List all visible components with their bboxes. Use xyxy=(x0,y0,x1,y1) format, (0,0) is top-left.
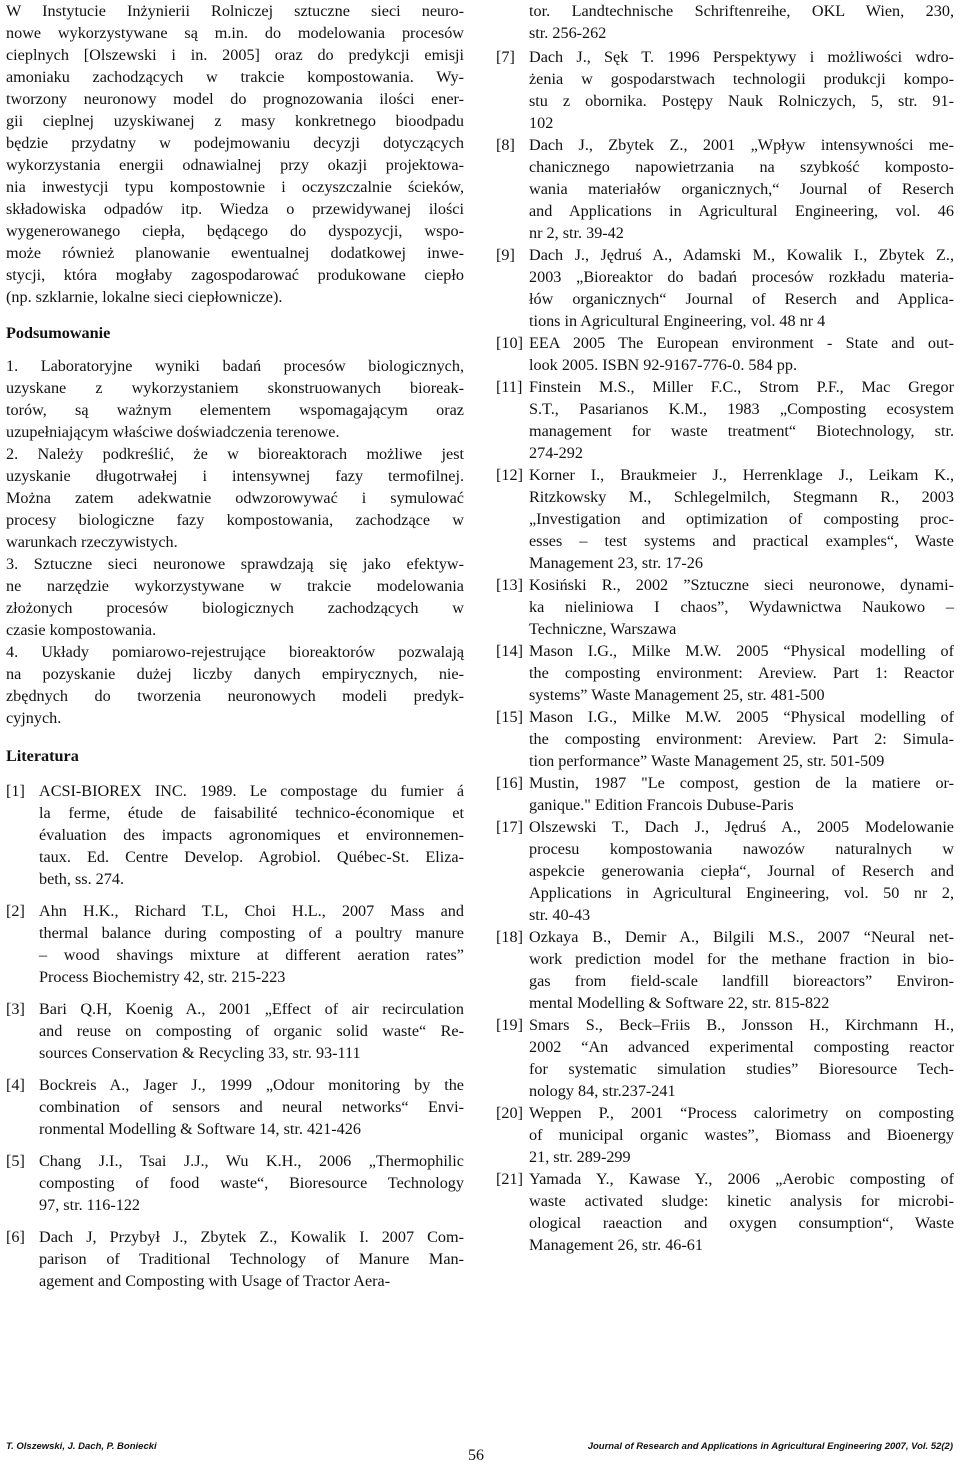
summary-line: torów, są ważnym elementem wspomagającym oraz xyxy=(6,401,464,419)
summary-line: 3. Sztuczne sieci neuronowe sprawdzają się jako efektyw- xyxy=(6,555,464,573)
reference-number: [1] xyxy=(6,782,25,800)
reference-text: évaluation des impacts agronomiques et environnemen- xyxy=(39,826,464,844)
reference-text: tions in Agricultural Engineering, vol. 48 nr 4 xyxy=(529,312,826,330)
body-line: stycji, która mogłaby zagospodarować produkowane ciepło xyxy=(6,266,464,284)
reference-text: agement and Composting with Usage of Tractor Aera- xyxy=(39,1272,391,1290)
reference-line: tor. Landtechnische Schriftenreihe, OKL Wien, 230, xyxy=(529,2,954,20)
summary-line: uzyskane z wykorzystaniem skonstruowanych bioreak- xyxy=(6,379,464,397)
reference-line xyxy=(496,266,954,288)
reference-item xyxy=(496,1168,954,1256)
footer-authors: T. Olszewski, J. Dach, P. Boniecki xyxy=(6,1441,157,1452)
summary-line: procesy biologiczne fazy kompostowania, zachodzące w xyxy=(6,511,464,529)
reference-item xyxy=(496,772,954,816)
body-line: nia inwestycji typu kompostownie i oczyszczalnie ścieków, xyxy=(6,178,464,196)
body-paragraph xyxy=(6,0,464,308)
page-number: 56 xyxy=(468,1447,484,1464)
reference-line xyxy=(496,1058,954,1080)
reference-line xyxy=(496,398,954,420)
reference-number: [7] xyxy=(496,48,515,66)
reference-text: aspekcie generowania ciepła“, Journal of Reserch and xyxy=(529,862,954,880)
summary-line: 2. Należy podkreślić, że w bioreaktorach możliwe jest xyxy=(6,445,464,463)
reference-line xyxy=(6,780,464,802)
reference-number: [3] xyxy=(6,1000,25,1018)
reference-line xyxy=(496,68,954,90)
reference-number: [16] xyxy=(496,774,523,792)
summary-point xyxy=(6,641,464,729)
reference-line xyxy=(6,1194,464,1216)
reference-line xyxy=(496,244,954,266)
reference-line xyxy=(496,860,954,882)
reference-text: composting of food waste“, Bioresource Technology xyxy=(39,1174,464,1192)
reference-item xyxy=(6,780,464,890)
reference-text: Applications in Agricultural Engineering, vol. 50 nr 2, xyxy=(529,884,954,902)
reference-line xyxy=(6,998,464,1020)
reference-number: [19] xyxy=(496,1016,523,1034)
summary-line: warunkach rzeczywistych. xyxy=(6,533,178,551)
reference-line xyxy=(6,1270,464,1292)
reference-line xyxy=(6,922,464,944)
reference-line xyxy=(496,1014,954,1036)
reference-item xyxy=(496,332,954,376)
reference-text: mental Modelling & Software 22, str. 815-822 xyxy=(529,994,830,1012)
body-line: może również planowanie ewentualnej dodatkowej inwe- xyxy=(6,244,464,262)
reference-text: Techniczne, Warszawa xyxy=(529,620,677,638)
reference-line xyxy=(496,420,954,442)
reference-line xyxy=(496,706,954,728)
reference-text: ological raeaction and oxygen consumption“, Waste xyxy=(529,1214,954,1232)
reference-text: EEA 2005 The European environment - State and out- xyxy=(529,334,954,352)
reference-line xyxy=(6,1248,464,1270)
reference-line xyxy=(496,134,954,156)
reference-text: Dach J., Zbytek Z., 2001 „Wpływ intensywności me- xyxy=(529,136,954,154)
body-line: gii cieplnej uzyskiwanej z masy konkretnego bioodpadu xyxy=(6,112,464,130)
reference-line xyxy=(6,1074,464,1096)
reference-text: stu z obornika. Postępy Nauk Rolniczych, 5, str. 91- xyxy=(529,92,954,110)
reference-line xyxy=(6,1150,464,1172)
reference-text: żenia w gospodarstwach technologii produkcji kompo- xyxy=(529,70,954,88)
reference-text: Weppen P., 2001 “Process calorimetry on composting xyxy=(529,1104,954,1122)
reference-text: the composting environment: Areview. Part 1: Reactor xyxy=(529,664,954,682)
reference-text: look 2005. ISBN 92-9167-776-0. 584 pp. xyxy=(529,356,797,374)
reference-line xyxy=(496,332,954,354)
reference-line xyxy=(496,684,954,706)
reference-text: Chang J.I., Tsai J.J., Wu K.H., 2006 „Thermophilic xyxy=(39,1152,464,1170)
reference-line xyxy=(496,1036,954,1058)
summary-line: cyjnych. xyxy=(6,709,62,727)
reference-line xyxy=(496,508,954,530)
reference-text: 274-292 xyxy=(529,444,583,462)
reference-line xyxy=(6,1172,464,1194)
body-line: wygenerowanego ciepła, będącego do dyspozycji, wspo- xyxy=(6,222,464,240)
reference-item xyxy=(496,134,954,244)
reference-text: thermal balance during composting of a poultry manure xyxy=(39,924,464,942)
reference-text: Dach J., Sęk T. 1996 Perspektywy i możliwości wdro- xyxy=(529,48,954,66)
reference-text: 97, str. 116-122 xyxy=(39,1196,141,1214)
reference-line xyxy=(6,966,464,988)
reference-line xyxy=(496,1168,954,1190)
reference-line xyxy=(6,846,464,868)
summary-line: zbędnych do tworzenia neuronowych modeli predyk- xyxy=(6,687,464,705)
reference-text: the composting environment: Areview. Part 2: Simula- xyxy=(529,730,954,748)
reference-line: str. 256-262 xyxy=(529,24,607,42)
reference-line xyxy=(496,794,954,816)
summary-line: na pozyskanie dużej liczby danych empirycznych, nie- xyxy=(6,665,464,683)
body-line: składowiska odpadów itp. Wiedza o przewidywanej ilości xyxy=(6,200,464,218)
reference-line xyxy=(496,816,954,838)
summary-line: uzyskanie długotrwałej i intensywnej fazy termofilnej. xyxy=(6,467,464,485)
reference-number: [5] xyxy=(6,1152,25,1170)
summary-line: czasie kompostowania. xyxy=(6,621,157,639)
reference-line xyxy=(496,90,954,112)
reference-text: sources Conservation & Recycling 33, str. 93-111 xyxy=(39,1044,361,1062)
reference-text: of municipal organic wastes”, Biomass and Bioenergy xyxy=(529,1126,954,1144)
reference-number: [17] xyxy=(496,818,523,836)
reference-text: Process Biochemistry 42, str. 215-223 xyxy=(39,968,286,986)
reference-text: 21, str. 289-299 xyxy=(529,1148,631,1166)
reference-line xyxy=(496,948,954,970)
reference-number: [10] xyxy=(496,334,523,352)
reference-line xyxy=(496,596,954,618)
reference-text: nr 2, str. 39-42 xyxy=(529,224,624,242)
reference-text: Bari Q.H, Koenig A., 2001 „Effect of air recirculation xyxy=(39,1000,464,1018)
reference-item xyxy=(6,998,464,1064)
reference-text: Olszewski T., Dach J., Jędruś A., 2005 Modelowanie xyxy=(529,818,954,836)
reference-text: tion performance” Waste Management 25, str. 501-509 xyxy=(529,752,885,770)
summary-line: ne narzędzie wykorzystywane w trakcie modelowania xyxy=(6,577,464,595)
reference-number: [9] xyxy=(496,246,515,264)
reference-text: gas from field-scale landfill bioreactors” Environ- xyxy=(529,972,954,990)
reference-text: Mustin, 1987 "Le compost, gestion de la matiere or- xyxy=(529,774,954,792)
reference-text: S.T., Pasarianos K.M., 1983 „Composting ecosystem xyxy=(529,400,954,418)
reference-number: [13] xyxy=(496,576,523,594)
reference-line xyxy=(496,618,954,640)
reference-item xyxy=(496,706,954,772)
reference-text: ganique." Edition Francois Dubuse-Paris xyxy=(529,796,794,814)
reference-text: and reuse on composting of organic solid waste“ Re- xyxy=(39,1022,464,1040)
reference-line xyxy=(496,1212,954,1234)
reference-line xyxy=(496,1146,954,1168)
body-line: W Instytucie Inżynierii Rolniczej sztuczne sieci neuro- xyxy=(6,2,464,20)
reference-item xyxy=(496,1102,954,1168)
reference-line xyxy=(496,46,954,68)
reference-continuation xyxy=(496,0,954,44)
reference-line xyxy=(6,1118,464,1140)
reference-text: Ozkaya B., Demir A., Bilgili M.S., 2007 “Neural net- xyxy=(529,928,954,946)
reference-line xyxy=(496,552,954,574)
footer-journal: Journal of Research and Applications in Agricultural Engineering 2007, Vol. 52(2) xyxy=(587,1441,953,1452)
summary-heading: Podsumowanie xyxy=(6,324,111,342)
body-line: (np. szklarnie, lokalne sieci ciepłownicze). xyxy=(6,288,283,306)
reference-text: work prediction model for the methane fraction in bio- xyxy=(529,950,954,968)
reference-number: [6] xyxy=(6,1228,25,1246)
reference-text: Yamada Y., Kawase Y., 2006 „Aerobic composting of xyxy=(529,1170,954,1188)
reference-text: Korner I., Braukmeier J., Herrenklage J., Leikam K., xyxy=(529,466,954,484)
reference-number: [14] xyxy=(496,642,523,660)
reference-number: [2] xyxy=(6,902,25,920)
reference-text: Dach J., Jędruś A., Adamski M., Kowalik I., Zbytek Z., xyxy=(529,246,954,264)
reference-line xyxy=(496,178,954,200)
reference-line xyxy=(496,970,954,992)
reference-text: chanicznego napowietrzania na szybkość komposto- xyxy=(529,158,954,176)
reference-line xyxy=(496,1080,954,1102)
reference-line xyxy=(496,574,954,596)
reference-line xyxy=(496,882,954,904)
reference-line xyxy=(496,926,954,948)
reference-line xyxy=(496,1102,954,1124)
reference-line xyxy=(496,1190,954,1212)
summary-point xyxy=(6,443,464,553)
references-list-left xyxy=(6,780,464,1292)
references-heading: Literatura xyxy=(6,747,79,765)
reference-line xyxy=(496,200,954,222)
reference-item xyxy=(496,244,954,332)
reference-line xyxy=(496,772,954,794)
reference-text: ACSI-BIOREX INC. 1989. Le compostage du fumier á xyxy=(39,782,464,800)
body-line: cieplnych [Olszewski i in. 2005] oraz do predykcji emisji xyxy=(6,46,464,64)
reference-line xyxy=(6,868,464,890)
reference-text: systems” Waste Management 25, str. 481-500 xyxy=(529,686,825,704)
reference-text: esses – test systems and practical examples“, Waste xyxy=(529,532,954,550)
body-line: tworzony neuronowy model do prognozowania ilości ener- xyxy=(6,90,464,108)
body-line: nowe wykorzystywane są m.in. do modelowania procesów xyxy=(6,24,464,42)
reference-item xyxy=(6,900,464,988)
reference-text: for systematic simulation studies” Bioresource Tech- xyxy=(529,1060,954,1078)
reference-text: procesu kompostowania nawozów naturalnych w xyxy=(529,840,954,858)
reference-text: parison of Traditional Technology of Manure Man- xyxy=(39,1250,464,1268)
reference-line xyxy=(496,112,954,134)
reference-item xyxy=(496,464,954,574)
reference-line xyxy=(496,486,954,508)
reference-line xyxy=(496,728,954,750)
reference-item xyxy=(496,926,954,1014)
reference-line xyxy=(496,1234,954,1256)
reference-line xyxy=(496,442,954,464)
reference-number: [18] xyxy=(496,928,523,946)
reference-text: 102 xyxy=(529,114,554,132)
reference-line xyxy=(496,464,954,486)
reference-number: [21] xyxy=(496,1170,523,1188)
summary-line: złożonych procesów biologicznych zachodzących w xyxy=(6,599,464,617)
references-list-right xyxy=(496,46,954,1256)
reference-text: la ferme, étude de faisabilité technico-économique et xyxy=(39,804,464,822)
reference-number: [11] xyxy=(496,378,523,396)
reference-number: [20] xyxy=(496,1104,523,1122)
reference-line xyxy=(496,156,954,178)
summary-point xyxy=(6,553,464,641)
reference-text: Management 26, str. 46-61 xyxy=(529,1236,703,1254)
summary-line: Można zatem adekwatnie odwzorowywać i symulować xyxy=(6,489,464,507)
reference-text: ronmental Modelling & Software 14, str. 421-426 xyxy=(39,1120,361,1138)
summary-line: 4. Układy pomiarowo-rejestrujące bioreaktorów pozwalają xyxy=(6,643,464,661)
reference-line xyxy=(6,900,464,922)
reference-item xyxy=(496,574,954,640)
reference-number: [4] xyxy=(6,1076,25,1094)
reference-number: [8] xyxy=(496,136,515,154)
reference-line xyxy=(496,662,954,684)
reference-item xyxy=(496,376,954,464)
reference-line xyxy=(6,1042,464,1064)
reference-text: „Investigation and optimization of composting proc- xyxy=(529,510,954,528)
summary-list xyxy=(6,355,464,729)
reference-text: Smars S., Beck–Friis B., Jonsson H., Kirchmann H., xyxy=(529,1016,954,1034)
reference-number: [12] xyxy=(496,466,523,484)
reference-line xyxy=(496,530,954,552)
reference-text: łów organicznych“ Journal of Reserch and Applica- xyxy=(529,290,954,308)
reference-line xyxy=(496,904,954,926)
reference-line xyxy=(6,1226,464,1248)
reference-line xyxy=(6,944,464,966)
reference-text: taux. Ed. Centre Develop. Agrobiol. Québec-St. Eliza- xyxy=(39,848,464,866)
body-line: amoniaku zachodzących w trakcie kompostowania. Wy- xyxy=(6,68,464,86)
reference-item xyxy=(496,1014,954,1102)
reference-text: 2002 “An advanced experimental composting reactor xyxy=(529,1038,954,1056)
reference-text: Bockreis A., Jager J., 1999 „Odour monitoring by the xyxy=(39,1076,464,1094)
reference-text: waste activated sludge: kinetic analysis for microbi- xyxy=(529,1192,954,1210)
reference-text: str. 40-43 xyxy=(529,906,591,924)
body-line: będzie przydatny w podejmowaniu decyzji dotyczących xyxy=(6,134,464,152)
reference-line xyxy=(496,376,954,398)
reference-line xyxy=(6,802,464,824)
reference-text: wania materiałów organicznych,“ Journal of Reserch xyxy=(529,180,954,198)
reference-text: combination of sensors and neural networks“ Envi- xyxy=(39,1098,464,1116)
reference-text: Kosiński R., 2002 ”Sztuczne sieci neuronowe, dynami- xyxy=(529,576,954,594)
reference-text: and Applications in Agricultural Engineering, vol. 46 xyxy=(529,202,954,220)
reference-item xyxy=(6,1150,464,1216)
left-column xyxy=(6,0,464,1302)
reference-text: beth, ss. 274. xyxy=(39,870,124,888)
reference-item xyxy=(6,1226,464,1292)
reference-text: Mason I.G., Milke M.W. 2005 “Physical modelling of xyxy=(529,642,954,660)
reference-line xyxy=(496,222,954,244)
reference-text: – wood shavings mixture at different aeration rates” xyxy=(39,946,464,964)
reference-text: 2003 „Bioreaktor do badań procesów rozkładu materia- xyxy=(529,268,954,286)
reference-line xyxy=(6,824,464,846)
reference-item xyxy=(496,640,954,706)
reference-line xyxy=(6,1020,464,1042)
reference-line xyxy=(496,288,954,310)
reference-text: Mason I.G., Milke M.W. 2005 “Physical modelling of xyxy=(529,708,954,726)
reference-line xyxy=(496,310,954,332)
reference-line xyxy=(496,1124,954,1146)
reference-line xyxy=(496,838,954,860)
reference-text: Management 23, str. 17-26 xyxy=(529,554,703,572)
reference-line xyxy=(6,1096,464,1118)
reference-text: Finstein M.S., Miller F.C., Strom P.F., Mac Gregor xyxy=(529,378,954,396)
reference-line xyxy=(496,354,954,376)
body-line: wykorzystania energii odnawialnej przy okazji projektowa- xyxy=(6,156,464,174)
reference-text: ka nieliniowa I chaos”, Wydawnictwa Naukowo – xyxy=(529,598,954,616)
right-column xyxy=(496,0,954,1256)
reference-text: management for waste treatment“ Biotechnology, str. xyxy=(529,422,954,440)
reference-line xyxy=(496,640,954,662)
reference-item xyxy=(496,816,954,926)
reference-item xyxy=(6,1074,464,1140)
reference-number: [15] xyxy=(496,708,523,726)
reference-text: Ahn H.K., Richard T.L, Choi H.L., 2007 Mass and xyxy=(39,902,464,920)
summary-point xyxy=(6,355,464,443)
summary-line: uzupełniającym właściwe doświadczenia terenowe. xyxy=(6,423,340,441)
reference-line xyxy=(496,750,954,772)
reference-text: Dach J, Przybył J., Zbytek Z., Kowalik I. 2007 Com- xyxy=(39,1228,464,1246)
reference-text: Ritzkowsky M., Schlegelmilch, Stegmann R., 2003 xyxy=(529,488,954,506)
summary-line: 1. Laboratoryjne wyniki badań procesów biologicznych, xyxy=(6,357,464,375)
reference-item xyxy=(496,46,954,134)
reference-line xyxy=(496,992,954,1014)
reference-text: nology 84, str.237-241 xyxy=(529,1082,676,1100)
